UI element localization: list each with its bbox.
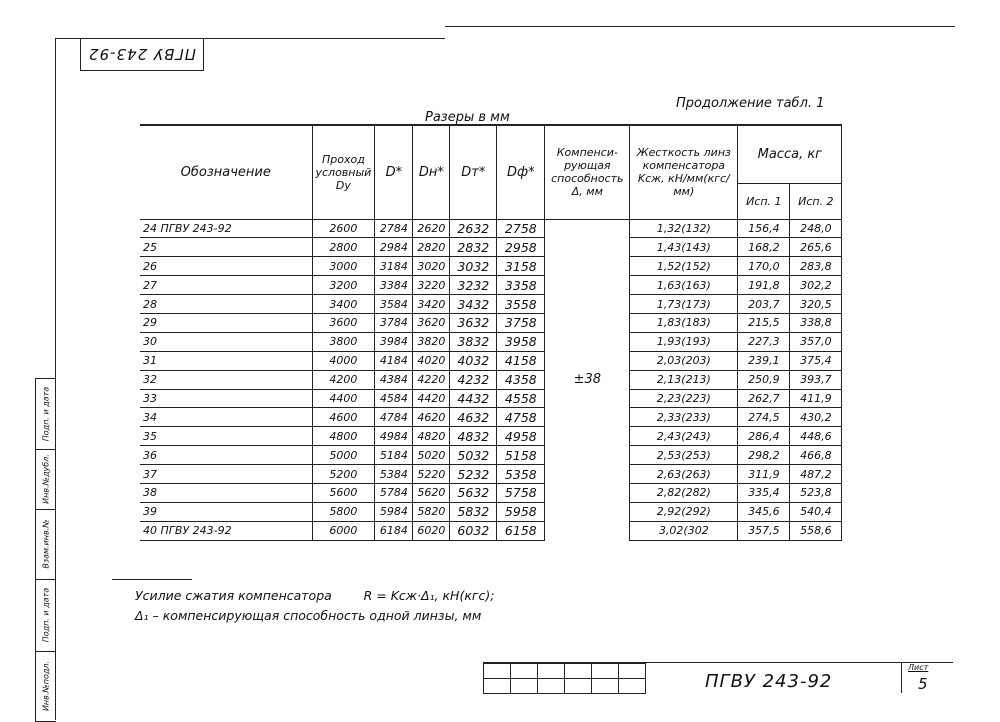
header-stiffness: Жесткость линз компенсатора Kсж, кН/мм(кгс/мм)	[630, 125, 738, 219]
dimensions-caption: Разеры в мм	[425, 110, 510, 125]
header-mass-v2: Исп. 2	[790, 183, 842, 219]
row-dn: 3220	[413, 276, 450, 295]
row-mass-v1: 168,2	[738, 238, 790, 257]
row-dt: 3232	[450, 276, 497, 295]
row-designation: 30	[140, 332, 312, 351]
table-row	[140, 238, 842, 257]
side-cell-inv-podl: Инв.№подл.	[41, 660, 51, 712]
row-d: 5784	[375, 483, 413, 502]
row-stiffness: 2,82(282)	[630, 483, 738, 502]
row-dy: 4600	[312, 408, 375, 427]
row-stiffness: 1,83(183)	[630, 313, 738, 332]
row-stiffness: 1,52(152)	[630, 257, 738, 276]
row-dn: 4420	[413, 389, 450, 408]
row-d: 5984	[375, 502, 413, 521]
row-dt: 3632	[450, 313, 497, 332]
row-stiffness: 1,63(163)	[630, 276, 738, 295]
row-mass-v1: 250,9	[738, 370, 790, 389]
row-mass-v2: 411,9	[790, 389, 842, 408]
row-designation: 35	[140, 427, 312, 446]
row-stiffness: 2,53(253)	[630, 446, 738, 465]
sheet-label: Лист	[908, 663, 929, 672]
corner-stamp	[80, 38, 204, 71]
row-designation: 39	[140, 502, 312, 521]
row-dt: 5232	[450, 465, 497, 484]
row-stiffness: 2,92(292)	[630, 502, 738, 521]
table-row	[140, 483, 842, 502]
row-dy: 3400	[312, 295, 375, 314]
row-mass-v1: 286,4	[738, 427, 790, 446]
row-dn: 3420	[413, 295, 450, 314]
table-row	[140, 446, 842, 465]
row-df: 3358	[497, 276, 545, 295]
header-dt: Dт*	[450, 125, 497, 219]
row-df: 4758	[497, 408, 545, 427]
table-row	[140, 351, 842, 370]
row-dn: 5020	[413, 446, 450, 465]
row-mass-v2: 448,6	[790, 427, 842, 446]
row-mass-v2: 540,4	[790, 502, 842, 521]
row-dt: 3432	[450, 295, 497, 314]
side-strip	[35, 378, 56, 722]
row-d: 3384	[375, 276, 413, 295]
row-dy: 2800	[312, 238, 375, 257]
row-mass-v2: 265,6	[790, 238, 842, 257]
row-designation: 33	[140, 389, 312, 408]
row-designation: 40 ПГВУ 243-92	[140, 521, 312, 540]
table-row	[140, 219, 842, 238]
side-cell-podp-data: Подп. и дата	[36, 579, 56, 652]
row-mass-v1: 345,6	[738, 502, 790, 521]
row-d: 4184	[375, 351, 413, 370]
notes-rule	[112, 579, 192, 580]
row-dn: 2620	[413, 219, 450, 238]
row-df: 4358	[497, 370, 545, 389]
side-cell-inv-podl-top: Подп. и дата	[36, 379, 56, 450]
row-dn: 6020	[413, 521, 450, 540]
row-d: 4384	[375, 370, 413, 389]
row-designation: 36	[140, 446, 312, 465]
row-stiffness: 2,33(233)	[630, 408, 738, 427]
row-mass-v2: 393,7	[790, 370, 842, 389]
row-designation: 28	[140, 295, 312, 314]
row-mass-v2: 248,0	[790, 219, 842, 238]
row-d: 3784	[375, 313, 413, 332]
row-stiffness: 2,23(223)	[630, 389, 738, 408]
row-dt: 4432	[450, 389, 497, 408]
spec-table	[140, 124, 842, 541]
row-df: 2758	[497, 219, 545, 238]
row-dt: 5032	[450, 446, 497, 465]
row-df: 4958	[497, 427, 545, 446]
row-mass-v1: 203,7	[738, 295, 790, 314]
sheet-cell	[901, 663, 954, 693]
row-mass-v1: 191,8	[738, 276, 790, 295]
row-mass-v1: 156,4	[738, 219, 790, 238]
row-df: 5758	[497, 483, 545, 502]
row-dn: 3020	[413, 257, 450, 276]
title-block-code: ПГВУ 243-92	[705, 671, 833, 692]
row-dy: 5800	[312, 502, 375, 521]
row-df: 5358	[497, 465, 545, 484]
row-dt: 2832	[450, 238, 497, 257]
row-mass-v2: 338,8	[790, 313, 842, 332]
row-dn: 3820	[413, 332, 450, 351]
row-mass-v1: 227,3	[738, 332, 790, 351]
row-stiffness: 2,63(263)	[630, 465, 738, 484]
row-stiffness: 3,02(302	[630, 521, 738, 540]
row-d: 5184	[375, 446, 413, 465]
row-dy: 3600	[312, 313, 375, 332]
row-d: 3584	[375, 295, 413, 314]
row-stiffness: 2,13(213)	[630, 370, 738, 389]
compensating-value: ±38	[545, 219, 630, 540]
side-cell-vzam: Взам.инв.№	[36, 509, 56, 580]
row-df: 5158	[497, 446, 545, 465]
row-dn: 2820	[413, 238, 450, 257]
row-df: 4558	[497, 389, 545, 408]
row-dn: 3620	[413, 313, 450, 332]
row-designation: 38	[140, 483, 312, 502]
row-dt: 6032	[450, 521, 497, 540]
row-df: 3958	[497, 332, 545, 351]
row-dn: 5820	[413, 502, 450, 521]
title-block-grid	[483, 663, 646, 694]
row-dn: 5220	[413, 465, 450, 484]
row-designation: 34	[140, 408, 312, 427]
table-row	[140, 427, 842, 446]
row-stiffness: 2,03(203)	[630, 351, 738, 370]
row-mass-v2: 357,0	[790, 332, 842, 351]
row-df: 2958	[497, 238, 545, 257]
row-stiffness: 1,93(193)	[630, 332, 738, 351]
frame-top-border-right	[445, 26, 955, 27]
table-row	[140, 408, 842, 427]
table-row	[140, 502, 842, 521]
row-dt: 4832	[450, 427, 497, 446]
row-mass-v2: 523,8	[790, 483, 842, 502]
row-d: 5384	[375, 465, 413, 484]
sheet-number: 5	[918, 675, 928, 693]
row-dn: 5620	[413, 483, 450, 502]
row-mass-v1: 311,9	[738, 465, 790, 484]
header-passage: Проход условный Dу	[312, 125, 375, 219]
row-mass-v2: 487,2	[790, 465, 842, 484]
row-mass-v1: 215,5	[738, 313, 790, 332]
row-dt: 4032	[450, 351, 497, 370]
row-df: 4158	[497, 351, 545, 370]
row-dy: 4400	[312, 389, 375, 408]
row-dt: 4632	[450, 408, 497, 427]
title-block	[483, 662, 953, 693]
continuation-caption: Продолжение табл. 1	[676, 96, 825, 111]
side-cell-inv-dubl: Инв.№дубл.	[36, 449, 56, 510]
table-row	[140, 313, 842, 332]
row-d: 4784	[375, 408, 413, 427]
row-dn: 4020	[413, 351, 450, 370]
row-mass-v2: 375,4	[790, 351, 842, 370]
row-designation: 25	[140, 238, 312, 257]
note-delta: Δ₁ – компенсирующая способность одной линзы, мм	[135, 608, 482, 623]
row-dt: 4232	[450, 370, 497, 389]
spec-table-body	[140, 219, 842, 540]
row-stiffness: 1,32(132)	[630, 219, 738, 238]
row-designation: 27	[140, 276, 312, 295]
note-force: Усилие сжатия компенсатора R = Kсж·Δ₁, кН(кгс);	[135, 588, 495, 603]
table-row	[140, 465, 842, 484]
row-dn: 4820	[413, 427, 450, 446]
row-dy: 3000	[312, 257, 375, 276]
row-mass-v2: 466,8	[790, 446, 842, 465]
row-d: 4584	[375, 389, 413, 408]
row-dy: 3800	[312, 332, 375, 351]
row-d: 2984	[375, 238, 413, 257]
row-dt: 2632	[450, 219, 497, 238]
row-mass-v2: 320,5	[790, 295, 842, 314]
row-stiffness: 2,43(243)	[630, 427, 738, 446]
table-row	[140, 332, 842, 351]
table-row	[140, 257, 842, 276]
row-designation: 32	[140, 370, 312, 389]
row-designation: 24 ПГВУ 243-92	[140, 219, 312, 238]
row-dy: 4800	[312, 427, 375, 446]
row-mass-v1: 274,5	[738, 408, 790, 427]
row-dy: 6000	[312, 521, 375, 540]
row-dt: 5632	[450, 483, 497, 502]
row-mass-v2: 430,2	[790, 408, 842, 427]
table-row	[140, 276, 842, 295]
row-mass-v1: 298,2	[738, 446, 790, 465]
header-dn: Dн*	[413, 125, 450, 219]
row-stiffness: 1,73(173)	[630, 295, 738, 314]
row-dn: 4220	[413, 370, 450, 389]
row-dy: 4000	[312, 351, 375, 370]
row-mass-v1: 170,0	[738, 257, 790, 276]
row-df: 3758	[497, 313, 545, 332]
table-row	[140, 389, 842, 408]
table-row	[140, 295, 842, 314]
row-designation: 26	[140, 257, 312, 276]
row-df: 5958	[497, 502, 545, 521]
row-dy: 2600	[312, 219, 375, 238]
row-mass-v1: 335,4	[738, 483, 790, 502]
row-dy: 4200	[312, 370, 375, 389]
row-designation: 37	[140, 465, 312, 484]
row-d: 3184	[375, 257, 413, 276]
row-d: 3984	[375, 332, 413, 351]
row-stiffness: 1,43(143)	[630, 238, 738, 257]
row-dy: 5200	[312, 465, 375, 484]
row-dt: 3832	[450, 332, 497, 351]
row-dt: 3032	[450, 257, 497, 276]
row-dt: 5832	[450, 502, 497, 521]
row-d: 6184	[375, 521, 413, 540]
header-compensating: Компенси- рующая способность Δ, мм	[545, 125, 630, 219]
corner-stamp-text: ПГВУ 243-92	[88, 45, 196, 63]
row-d: 2784	[375, 219, 413, 238]
row-dn: 4620	[413, 408, 450, 427]
row-mass-v1: 357,5	[738, 521, 790, 540]
row-df: 3158	[497, 257, 545, 276]
row-mass-v1: 239,1	[738, 351, 790, 370]
header-d: D*	[375, 125, 413, 219]
row-mass-v2: 283,8	[790, 257, 842, 276]
row-d: 4984	[375, 427, 413, 446]
table-row	[140, 521, 842, 540]
row-mass-v2: 558,6	[790, 521, 842, 540]
row-designation: 29	[140, 313, 312, 332]
header-mass-v1: Исп. 1	[738, 183, 790, 219]
row-mass-v2: 302,2	[790, 276, 842, 295]
row-dy: 5000	[312, 446, 375, 465]
row-df: 3558	[497, 295, 545, 314]
table-row	[140, 370, 842, 389]
row-designation: 31	[140, 351, 312, 370]
row-df: 6158	[497, 521, 545, 540]
row-mass-v1: 262,7	[738, 389, 790, 408]
row-dy: 5600	[312, 483, 375, 502]
header-designation: Обозначение	[140, 125, 312, 219]
row-dy: 3200	[312, 276, 375, 295]
header-df: Dф*	[497, 125, 545, 219]
header-mass: Масса, кг	[738, 125, 842, 183]
